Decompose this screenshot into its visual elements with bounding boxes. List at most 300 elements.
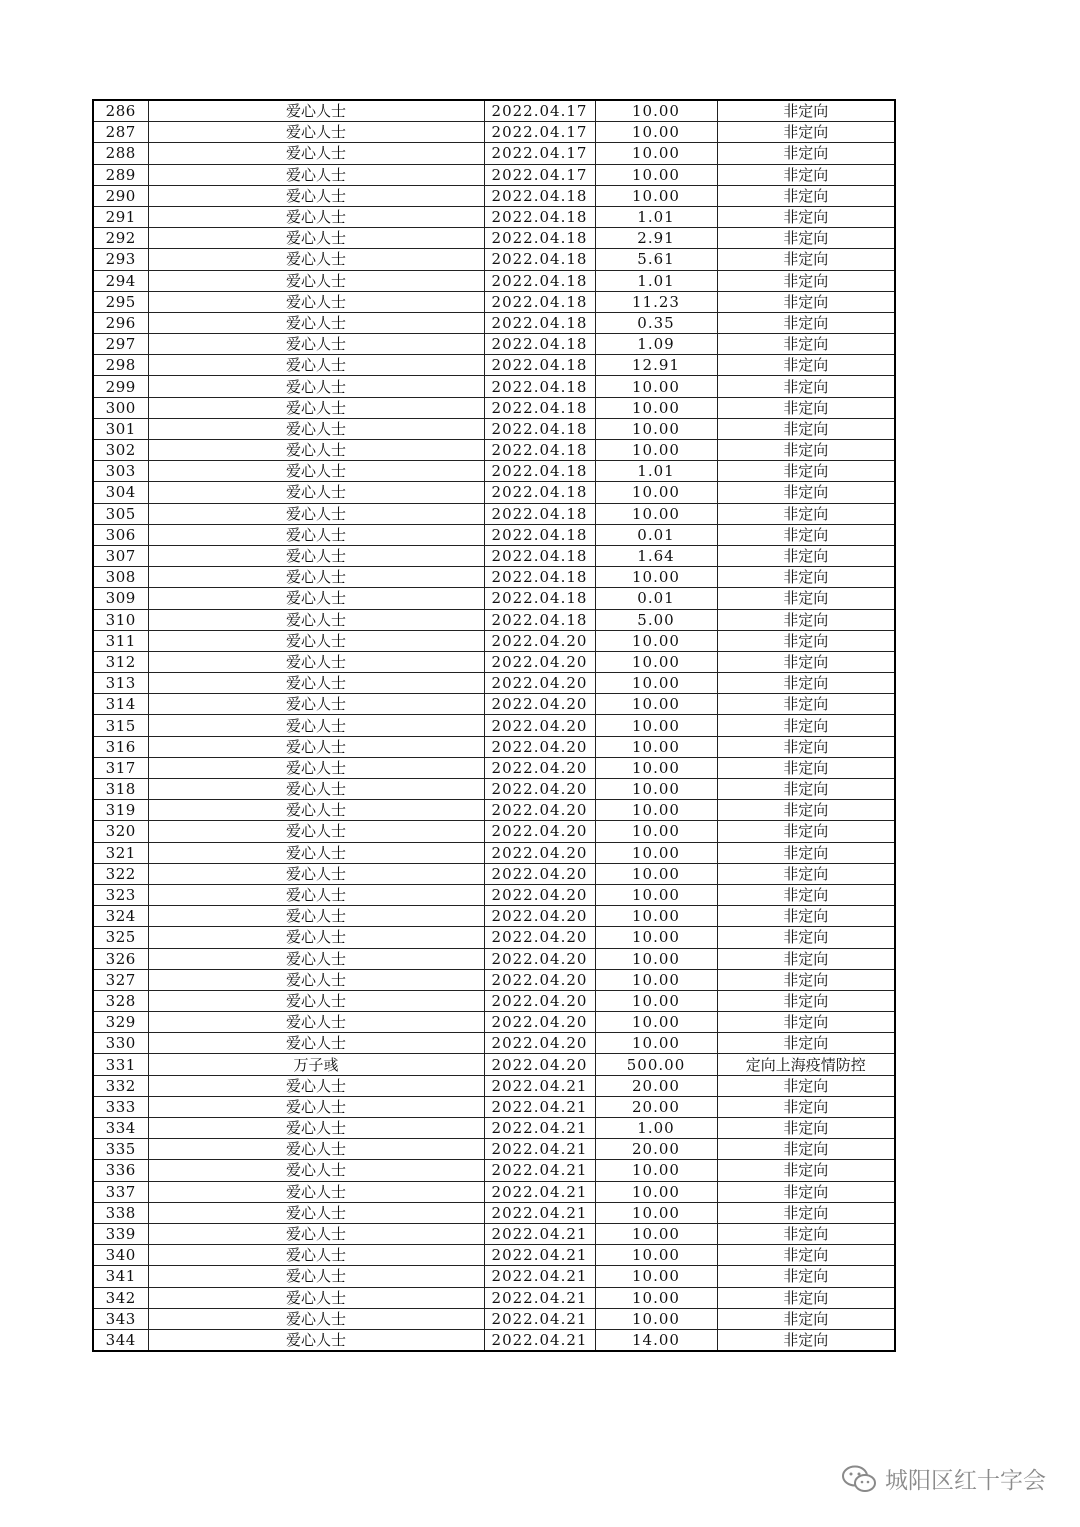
table-row (93, 609, 895, 630)
donation-purpose-cell: 非定向 (717, 567, 895, 588)
donation-amount-cell: 10.00 (595, 1308, 717, 1329)
table-row (93, 969, 895, 990)
donation-amount-cell: 10.00 (595, 1287, 717, 1308)
donation-amount-cell: 10.00 (595, 1223, 717, 1244)
donation-amount-cell: 1.01 (595, 270, 717, 291)
donation-purpose-cell: 非定向 (717, 779, 895, 800)
donation-date-cell: 2022.04.18 (484, 291, 595, 312)
row-number-cell: 290 (93, 185, 148, 206)
donation-purpose-cell: 非定向 (717, 1075, 895, 1096)
donation-amount-cell: 10.00 (595, 482, 717, 503)
table-row (93, 461, 895, 482)
donation-amount-cell: 10.00 (595, 906, 717, 927)
donation-amount-cell: 10.00 (595, 715, 717, 736)
row-number-cell: 336 (93, 1160, 148, 1181)
donor-name-cell: 爱心人士 (148, 1012, 484, 1033)
donation-amount-cell: 10.00 (595, 927, 717, 948)
donor-name-cell: 爱心人士 (148, 440, 484, 461)
table-row (93, 651, 895, 672)
row-number-cell: 308 (93, 567, 148, 588)
donation-amount-cell: 10.00 (595, 1245, 717, 1266)
donation-purpose-cell: 非定向 (717, 1139, 895, 1160)
donor-name-cell: 爱心人士 (148, 673, 484, 694)
donation-amount-cell: 10.00 (595, 397, 717, 418)
donor-name-cell: 万子彧 (148, 1054, 484, 1075)
donation-purpose-cell: 非定向 (717, 1329, 895, 1351)
donor-name-cell: 爱心人士 (148, 842, 484, 863)
donation-amount-cell: 1.00 (595, 1118, 717, 1139)
row-number-cell: 340 (93, 1245, 148, 1266)
donation-date-cell: 2022.04.20 (484, 842, 595, 863)
table-row (93, 715, 895, 736)
table-row (93, 1245, 895, 1266)
donation-purpose-cell: 非定向 (717, 736, 895, 757)
table-row (93, 757, 895, 778)
donation-amount-cell: 10.00 (595, 418, 717, 439)
donor-name-cell: 爱心人士 (148, 524, 484, 545)
donation-date-cell: 2022.04.20 (484, 927, 595, 948)
row-number-cell: 325 (93, 927, 148, 948)
row-number-cell: 309 (93, 588, 148, 609)
donation-date-cell: 2022.04.18 (484, 355, 595, 376)
donation-date-cell: 2022.04.20 (484, 715, 595, 736)
donation-amount-cell: 10.00 (595, 1202, 717, 1223)
table-row (93, 312, 895, 333)
donation-amount-cell: 500.00 (595, 1054, 717, 1075)
donor-name-cell: 爱心人士 (148, 545, 484, 566)
donation-date-cell: 2022.04.18 (484, 206, 595, 227)
donation-amount-cell: 10.00 (595, 990, 717, 1011)
donation-date-cell: 2022.04.20 (484, 630, 595, 651)
row-number-cell: 328 (93, 990, 148, 1011)
donation-purpose-cell: 非定向 (717, 757, 895, 778)
donation-purpose-cell: 非定向 (717, 1096, 895, 1117)
donation-date-cell: 2022.04.17 (484, 122, 595, 143)
donation-purpose-cell: 非定向 (717, 906, 895, 927)
donor-name-cell: 爱心人士 (148, 567, 484, 588)
row-number-cell: 338 (93, 1202, 148, 1223)
donor-name-cell: 爱心人士 (148, 821, 484, 842)
row-number-cell: 289 (93, 164, 148, 185)
table-row (93, 863, 895, 884)
donation-date-cell: 2022.04.18 (484, 376, 595, 397)
donation-purpose-cell: 非定向 (717, 122, 895, 143)
donation-date-cell: 2022.04.20 (484, 884, 595, 905)
row-number-cell: 297 (93, 334, 148, 355)
donor-name-cell: 爱心人士 (148, 228, 484, 249)
donor-name-cell: 爱心人士 (148, 355, 484, 376)
row-number-cell: 292 (93, 228, 148, 249)
donation-purpose-cell: 非定向 (717, 1181, 895, 1202)
row-number-cell: 323 (93, 884, 148, 905)
table-row (93, 884, 895, 905)
donation-date-cell: 2022.04.18 (484, 397, 595, 418)
donation-table (92, 99, 896, 1352)
row-number-cell: 306 (93, 524, 148, 545)
donation-purpose-cell: 非定向 (717, 291, 895, 312)
donation-amount-cell: 10.00 (595, 630, 717, 651)
donation-purpose-cell: 非定向 (717, 927, 895, 948)
donation-amount-cell: 12.91 (595, 355, 717, 376)
table-row (93, 906, 895, 927)
donation-date-cell: 2022.04.18 (484, 440, 595, 461)
donation-date-cell: 2022.04.20 (484, 990, 595, 1011)
donor-name-cell: 爱心人士 (148, 715, 484, 736)
donor-name-cell: 爱心人士 (148, 779, 484, 800)
donor-name-cell: 爱心人士 (148, 588, 484, 609)
donation-date-cell: 2022.04.18 (484, 270, 595, 291)
donation-amount-cell: 20.00 (595, 1139, 717, 1160)
row-number-cell: 322 (93, 863, 148, 884)
donation-date-cell: 2022.04.21 (484, 1075, 595, 1096)
table-row (93, 122, 895, 143)
row-number-cell: 341 (93, 1266, 148, 1287)
donation-date-cell: 2022.04.17 (484, 143, 595, 164)
donation-date-cell: 2022.04.17 (484, 100, 595, 122)
row-number-cell: 312 (93, 651, 148, 672)
donation-purpose-cell: 非定向 (717, 842, 895, 863)
donation-date-cell: 2022.04.20 (484, 757, 595, 778)
donor-name-cell: 爱心人士 (148, 884, 484, 905)
donation-amount-cell: 1.01 (595, 461, 717, 482)
table-row (93, 355, 895, 376)
row-number-cell: 298 (93, 355, 148, 376)
donation-purpose-cell: 非定向 (717, 1033, 895, 1054)
donation-date-cell: 2022.04.21 (484, 1118, 595, 1139)
donation-date-cell: 2022.04.21 (484, 1139, 595, 1160)
donor-name-cell: 爱心人士 (148, 1245, 484, 1266)
donation-purpose-cell: 非定向 (717, 545, 895, 566)
donation-purpose-cell: 非定向 (717, 1118, 895, 1139)
donation-purpose-cell: 非定向 (717, 1202, 895, 1223)
donation-date-cell: 2022.04.18 (484, 609, 595, 630)
donation-purpose-cell: 非定向 (717, 948, 895, 969)
donor-name-cell: 爱心人士 (148, 270, 484, 291)
donor-name-cell: 爱心人士 (148, 694, 484, 715)
donation-purpose-cell: 非定向 (717, 503, 895, 524)
row-number-cell: 313 (93, 673, 148, 694)
row-number-cell: 343 (93, 1308, 148, 1329)
donor-name-cell: 爱心人士 (148, 1160, 484, 1181)
donation-amount-cell: 2.91 (595, 228, 717, 249)
table-row (93, 206, 895, 227)
table-row (93, 545, 895, 566)
donation-date-cell: 2022.04.20 (484, 1054, 595, 1075)
table-row (93, 673, 895, 694)
donation-amount-cell: 10.00 (595, 969, 717, 990)
row-number-cell: 303 (93, 461, 148, 482)
donation-amount-cell: 10.00 (595, 143, 717, 164)
table-row (93, 1329, 895, 1351)
row-number-cell: 300 (93, 397, 148, 418)
row-number-cell: 294 (93, 270, 148, 291)
donor-name-cell: 爱心人士 (148, 1266, 484, 1287)
donation-purpose-cell: 定向上海疫情防控 (717, 1054, 895, 1075)
donation-purpose-cell: 非定向 (717, 185, 895, 206)
table-row (93, 228, 895, 249)
table-row (93, 588, 895, 609)
row-number-cell: 291 (93, 206, 148, 227)
donation-date-cell: 2022.04.20 (484, 1033, 595, 1054)
row-number-cell: 311 (93, 630, 148, 651)
donor-name-cell: 爱心人士 (148, 312, 484, 333)
table-row (93, 397, 895, 418)
donor-name-cell: 爱心人士 (148, 185, 484, 206)
donation-amount-cell: 11.23 (595, 291, 717, 312)
donor-name-cell: 爱心人士 (148, 651, 484, 672)
donation-amount-cell: 0.01 (595, 524, 717, 545)
donation-amount-cell: 10.00 (595, 567, 717, 588)
donation-date-cell: 2022.04.18 (484, 567, 595, 588)
donation-date-cell: 2022.04.20 (484, 800, 595, 821)
donor-name-cell: 爱心人士 (148, 418, 484, 439)
donor-name-cell: 爱心人士 (148, 1287, 484, 1308)
donor-name-cell: 爱心人士 (148, 503, 484, 524)
row-number-cell: 286 (93, 100, 148, 122)
donation-purpose-cell: 非定向 (717, 206, 895, 227)
table-row (93, 736, 895, 757)
table-row (93, 1266, 895, 1287)
table-row (93, 143, 895, 164)
donation-date-cell: 2022.04.20 (484, 1012, 595, 1033)
donor-name-cell: 爱心人士 (148, 1139, 484, 1160)
donor-name-cell: 爱心人士 (148, 630, 484, 651)
donation-date-cell: 2022.04.20 (484, 906, 595, 927)
donation-date-cell: 2022.04.18 (484, 418, 595, 439)
donation-purpose-cell: 非定向 (717, 884, 895, 905)
donation-date-cell: 2022.04.18 (484, 185, 595, 206)
row-number-cell: 335 (93, 1139, 148, 1160)
donation-amount-cell: 10.00 (595, 376, 717, 397)
row-number-cell: 330 (93, 1033, 148, 1054)
table-row (93, 842, 895, 863)
donation-purpose-cell: 非定向 (717, 397, 895, 418)
row-number-cell: 314 (93, 694, 148, 715)
donation-purpose-cell: 非定向 (717, 249, 895, 270)
table-row (93, 779, 895, 800)
donation-amount-cell: 10.00 (595, 736, 717, 757)
donor-name-cell: 爱心人士 (148, 397, 484, 418)
donation-amount-cell: 10.00 (595, 779, 717, 800)
donation-purpose-cell: 非定向 (717, 376, 895, 397)
donation-date-cell: 2022.04.18 (484, 334, 595, 355)
table-row (93, 334, 895, 355)
donation-purpose-cell: 非定向 (717, 1308, 895, 1329)
row-number-cell: 287 (93, 122, 148, 143)
donation-date-cell: 2022.04.21 (484, 1287, 595, 1308)
donation-purpose-cell: 非定向 (717, 1287, 895, 1308)
donor-name-cell: 爱心人士 (148, 1181, 484, 1202)
donation-purpose-cell: 非定向 (717, 270, 895, 291)
donor-name-cell: 爱心人士 (148, 906, 484, 927)
donation-date-cell: 2022.04.20 (484, 969, 595, 990)
donation-amount-cell: 0.01 (595, 588, 717, 609)
wechat-official-account-icon (841, 1464, 877, 1494)
donation-date-cell: 2022.04.18 (484, 524, 595, 545)
table-row (93, 1054, 895, 1075)
table-row (93, 1139, 895, 1160)
donor-name-cell: 爱心人士 (148, 863, 484, 884)
donation-purpose-cell: 非定向 (717, 1266, 895, 1287)
watermark (841, 1462, 1046, 1495)
donor-name-cell: 爱心人士 (148, 143, 484, 164)
donation-purpose-cell: 非定向 (717, 863, 895, 884)
table-row (93, 100, 895, 122)
donation-amount-cell: 10.00 (595, 1266, 717, 1287)
donation-purpose-cell: 非定向 (717, 609, 895, 630)
donor-name-cell: 爱心人士 (148, 482, 484, 503)
donor-name-cell: 爱心人士 (148, 1118, 484, 1139)
table-row (93, 567, 895, 588)
row-number-cell: 293 (93, 249, 148, 270)
donation-date-cell: 2022.04.21 (484, 1181, 595, 1202)
table-row (93, 821, 895, 842)
donation-purpose-cell: 非定向 (717, 673, 895, 694)
row-number-cell: 305 (93, 503, 148, 524)
donation-amount-cell: 10.00 (595, 673, 717, 694)
donation-purpose-cell: 非定向 (717, 1012, 895, 1033)
donation-amount-cell: 10.00 (595, 1181, 717, 1202)
donor-name-cell: 爱心人士 (148, 990, 484, 1011)
donor-name-cell: 爱心人士 (148, 1075, 484, 1096)
donation-date-cell: 2022.04.20 (484, 948, 595, 969)
donation-purpose-cell: 非定向 (717, 355, 895, 376)
donor-name-cell: 爱心人士 (148, 1308, 484, 1329)
donation-date-cell: 2022.04.18 (484, 312, 595, 333)
donation-amount-cell: 10.00 (595, 948, 717, 969)
donor-name-cell: 爱心人士 (148, 927, 484, 948)
donation-amount-cell: 20.00 (595, 1075, 717, 1096)
row-number-cell: 329 (93, 1012, 148, 1033)
donation-date-cell: 2022.04.21 (484, 1329, 595, 1351)
donation-purpose-cell: 非定向 (717, 715, 895, 736)
donation-purpose-cell: 非定向 (717, 969, 895, 990)
donor-name-cell: 爱心人士 (148, 291, 484, 312)
row-number-cell: 304 (93, 482, 148, 503)
row-number-cell: 310 (93, 609, 148, 630)
donation-amount-cell: 10.00 (595, 503, 717, 524)
donation-purpose-cell: 非定向 (717, 990, 895, 1011)
donation-amount-cell: 10.00 (595, 100, 717, 122)
row-number-cell: 317 (93, 757, 148, 778)
row-number-cell: 332 (93, 1075, 148, 1096)
donation-date-cell: 2022.04.18 (484, 228, 595, 249)
row-number-cell: 301 (93, 418, 148, 439)
donation-amount-cell: 10.00 (595, 694, 717, 715)
donation-amount-cell: 5.61 (595, 249, 717, 270)
table-row (93, 694, 895, 715)
donation-purpose-cell: 非定向 (717, 1223, 895, 1244)
donation-purpose-cell: 非定向 (717, 1245, 895, 1266)
donor-name-cell: 爱心人士 (148, 800, 484, 821)
row-number-cell: 316 (93, 736, 148, 757)
watermark-text: 城阳区红十字会 (885, 1468, 1046, 1494)
donation-date-cell: 2022.04.20 (484, 694, 595, 715)
table-row (93, 1181, 895, 1202)
table-row (93, 990, 895, 1011)
donor-name-cell: 爱心人士 (148, 1223, 484, 1244)
donation-amount-cell: 10.00 (595, 757, 717, 778)
donation-date-cell: 2022.04.20 (484, 821, 595, 842)
donation-amount-cell: 10.00 (595, 440, 717, 461)
donor-name-cell: 爱心人士 (148, 376, 484, 397)
donation-amount-cell: 14.00 (595, 1329, 717, 1351)
donation-date-cell: 2022.04.21 (484, 1223, 595, 1244)
donation-date-cell: 2022.04.21 (484, 1266, 595, 1287)
table-row (93, 482, 895, 503)
table-row (93, 164, 895, 185)
table-row (93, 1287, 895, 1308)
table-row (93, 524, 895, 545)
donation-amount-cell: 1.01 (595, 206, 717, 227)
row-number-cell: 326 (93, 948, 148, 969)
donation-date-cell: 2022.04.20 (484, 863, 595, 884)
donation-purpose-cell: 非定向 (717, 418, 895, 439)
table-row (93, 1223, 895, 1244)
donor-name-cell: 爱心人士 (148, 461, 484, 482)
donation-amount-cell: 10.00 (595, 842, 717, 863)
donation-purpose-cell: 非定向 (717, 821, 895, 842)
table-row (93, 948, 895, 969)
donor-name-cell: 爱心人士 (148, 757, 484, 778)
donation-amount-cell: 1.64 (595, 545, 717, 566)
donation-amount-cell: 10.00 (595, 800, 717, 821)
donation-date-cell: 2022.04.21 (484, 1245, 595, 1266)
donation-purpose-cell: 非定向 (717, 143, 895, 164)
row-number-cell: 320 (93, 821, 148, 842)
donation-purpose-cell: 非定向 (717, 694, 895, 715)
row-number-cell: 342 (93, 1287, 148, 1308)
donor-name-cell: 爱心人士 (148, 736, 484, 757)
donation-purpose-cell: 非定向 (717, 1160, 895, 1181)
donation-amount-cell: 10.00 (595, 884, 717, 905)
donor-name-cell: 爱心人士 (148, 948, 484, 969)
row-number-cell: 307 (93, 545, 148, 566)
donor-name-cell: 爱心人士 (148, 122, 484, 143)
donation-purpose-cell: 非定向 (717, 440, 895, 461)
row-number-cell: 333 (93, 1096, 148, 1117)
table-row (93, 418, 895, 439)
table-row (93, 185, 895, 206)
table-row (93, 249, 895, 270)
table-row (93, 440, 895, 461)
donation-date-cell: 2022.04.18 (484, 249, 595, 270)
donation-date-cell: 2022.04.18 (484, 503, 595, 524)
donation-date-cell: 2022.04.18 (484, 588, 595, 609)
row-number-cell: 339 (93, 1223, 148, 1244)
row-number-cell: 288 (93, 143, 148, 164)
donation-date-cell: 2022.04.21 (484, 1202, 595, 1223)
donation-purpose-cell: 非定向 (717, 312, 895, 333)
row-number-cell: 331 (93, 1054, 148, 1075)
donation-purpose-cell: 非定向 (717, 164, 895, 185)
donation-purpose-cell: 非定向 (717, 524, 895, 545)
row-number-cell: 334 (93, 1118, 148, 1139)
donation-date-cell: 2022.04.21 (484, 1096, 595, 1117)
table-row (93, 1118, 895, 1139)
donation-amount-cell: 10.00 (595, 1012, 717, 1033)
donation-date-cell: 2022.04.21 (484, 1160, 595, 1181)
table-row (93, 376, 895, 397)
donor-name-cell: 爱心人士 (148, 969, 484, 990)
donation-purpose-cell: 非定向 (717, 228, 895, 249)
donation-amount-cell: 10.00 (595, 185, 717, 206)
donor-name-cell: 爱心人士 (148, 334, 484, 355)
row-number-cell: 315 (93, 715, 148, 736)
donation-amount-cell: 5.00 (595, 609, 717, 630)
table-row (93, 291, 895, 312)
table-row (93, 630, 895, 651)
